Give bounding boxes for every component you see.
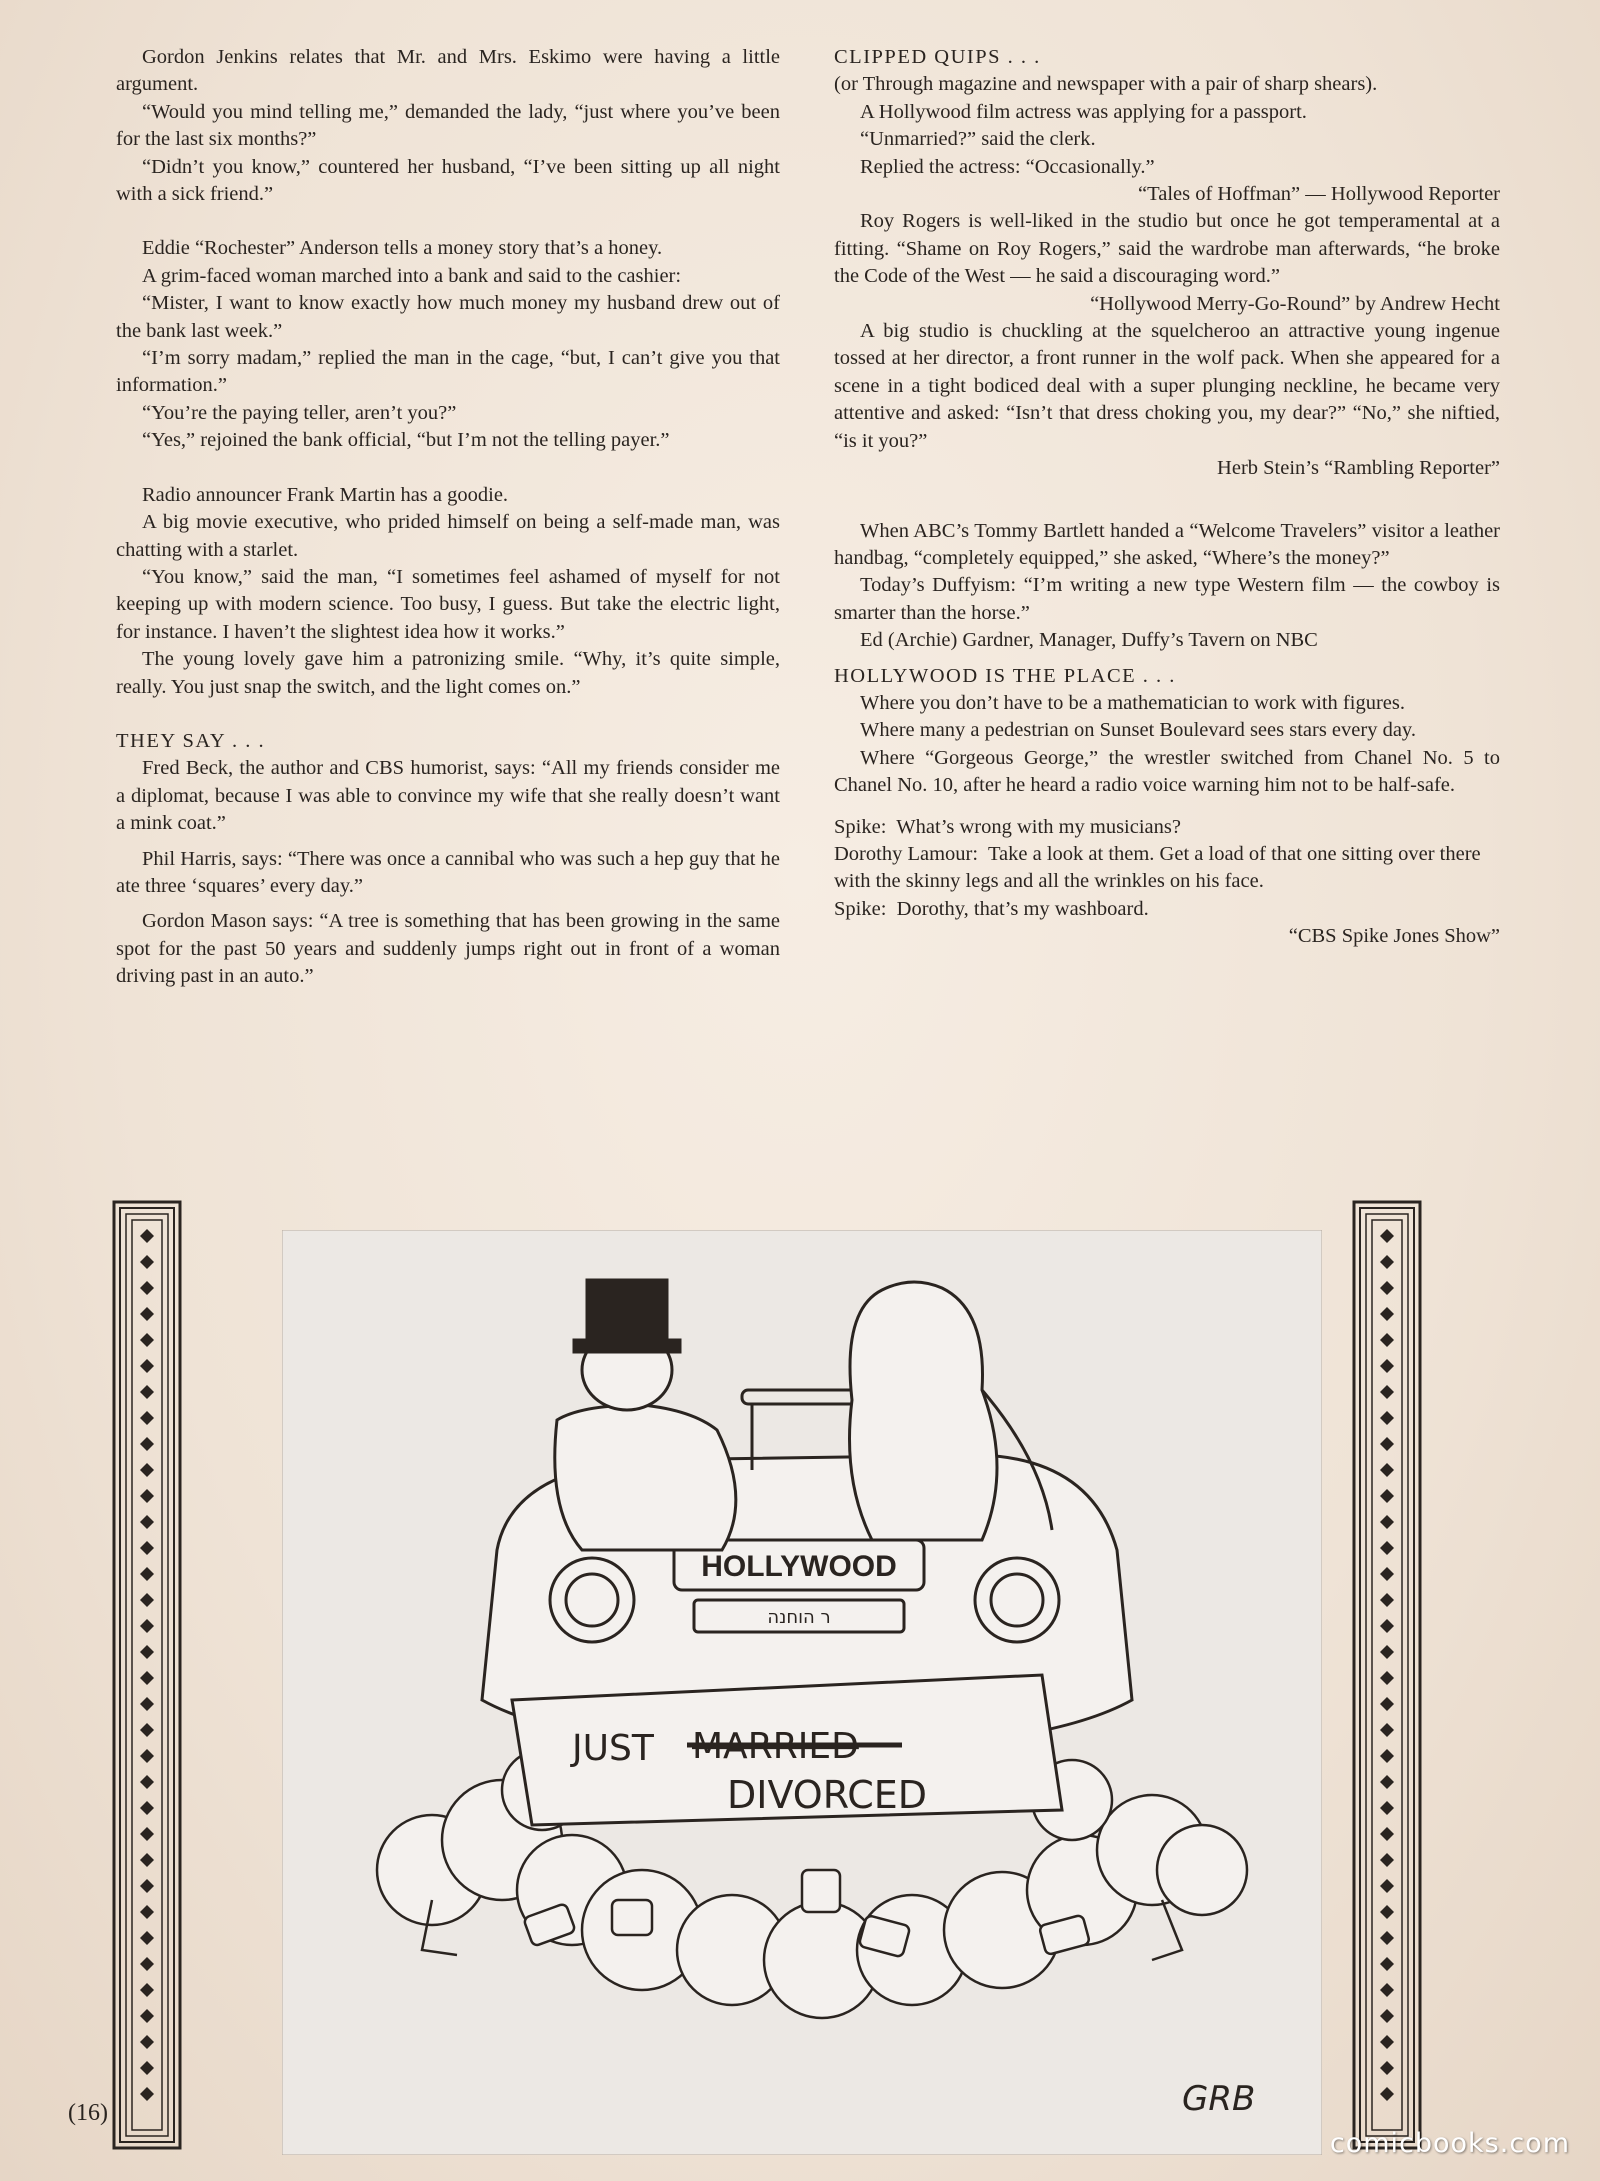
- spike-dialogue-credit: “CBS Spike Jones Show”: [1288, 925, 1500, 948]
- diamond-ornament: [1380, 1281, 1394, 1295]
- cartoon-illustration: [282, 1230, 1322, 2155]
- diamond-ornament: [140, 1853, 154, 1867]
- they-say-heading: THEY SAY . . .: [116, 729, 266, 752]
- diamond-ornament: [140, 2035, 154, 2049]
- diamond-ornament: [1380, 1463, 1394, 1477]
- banner-married-struck-text: MARRIED: [692, 1726, 859, 1767]
- diamond-ornament: [140, 2009, 154, 2023]
- diamond-pattern-right: [1380, 1229, 1394, 2101]
- spike-dialogue-line-1: [834, 814, 1500, 841]
- diamond-ornament: [1380, 1619, 1394, 1633]
- they-say-paragraph-2: Phil Harris, says: “There was once a cannibal who was such a hep guy that he ate three ‘squares’ every day.”: [116, 847, 780, 897]
- diamond-ornament: [140, 1697, 154, 1711]
- hollywood-place-paragraph-2: Where many a pedestrian on Sunset Boulevard sees stars every day.: [860, 719, 1416, 742]
- martin-paragraph-1: Radio announcer Frank Martin has a goodie.: [142, 483, 509, 506]
- bartlett-credit: Ed (Archie) Gardner, Manager, Duffy’s Tavern on NBC: [860, 629, 1318, 652]
- diamond-pattern-left: [140, 1229, 154, 2101]
- diamond-ornament: [140, 1255, 154, 1269]
- spike-dialogue-line-2: [834, 841, 1500, 896]
- diamond-ornament: [1380, 1307, 1394, 1321]
- diamond-ornament: [1380, 1827, 1394, 1841]
- diamond-ornament: [1380, 1359, 1394, 1373]
- left-column: [116, 44, 780, 991]
- line-text: Dorothy, that’s my washboard.: [896, 897, 1149, 920]
- hollywood-place-heading: HOLLYWOOD IS THE PLACE . . .: [834, 664, 1176, 687]
- clipped-quips-heading: CLIPPED QUIPS . . .: [834, 46, 1041, 68]
- diamond-ornament: [140, 1593, 154, 1607]
- clipped-quips-paragraph-4: Roy Rogers is well-liked in the studio but once he got temperamental at a fitting. “Shame on Roy Rogers,” said the wardrobe man afterwards, “he broke the Code of the West — he said a discouraging word.”: [834, 210, 1500, 288]
- page-number: (16): [68, 2100, 108, 2126]
- clipped-quips-credit-3: Herb Stein’s “Rambling Reporter”: [1217, 457, 1500, 480]
- diamond-ornament: [140, 1489, 154, 1503]
- diamond-ornament: [140, 1957, 154, 1971]
- diamond-ornament: [140, 1645, 154, 1659]
- diamond-ornament: [1380, 1957, 1394, 1971]
- hollywood-place-paragraph-1: Where you don’t have to be a mathematician to work with figures.: [860, 691, 1405, 714]
- diamond-ornament: [1380, 1515, 1394, 1529]
- speaker-spike: Spike:: [834, 897, 887, 920]
- they-say-paragraph-1: Fred Beck, the author and CBS humorist, says: “All my friends consider me a diplomat, because I was able to convince my wife that she really doesn’t want a mink coat.”: [116, 757, 780, 835]
- rochester-paragraph-2: A grim-faced woman marched into a bank and said to the cashier:: [142, 264, 682, 287]
- diamond-ornament: [1380, 1879, 1394, 1893]
- diamond-ornament: [1380, 1333, 1394, 1347]
- diamond-ornament: [140, 1541, 154, 1555]
- diamond-ornament: [140, 1671, 154, 1685]
- banner-divorced-text: DIVORCED: [727, 1773, 928, 1817]
- eskimo-paragraph-1: Gordon Jenkins relates that Mr. and Mrs. Eskimo were having a little argument.: [116, 46, 780, 96]
- right-column: [834, 44, 1500, 951]
- diamond-ornament: [140, 1229, 154, 1243]
- diamond-ornament: [1380, 1801, 1394, 1815]
- diamond-ornament: [1380, 1905, 1394, 1919]
- diamond-ornament: [140, 1307, 154, 1321]
- diamond-ornament: [140, 1931, 154, 1945]
- rochester-paragraph-1: Eddie “Rochester” Anderson tells a money story that’s a honey.: [142, 237, 663, 260]
- clipped-quips-subheading: (or Through magazine and newspaper with a pair of sharp shears).: [834, 73, 1378, 96]
- line-text: Take a look at them. Get a load of that one sitting over there with the skinny legs and all the wrinkles on his face.: [834, 842, 1481, 893]
- diamond-ornament: [140, 1463, 154, 1477]
- diamond-ornament: [140, 1437, 154, 1451]
- hollywood-sign-text: HOLLYWOOD: [701, 1550, 897, 1583]
- diamond-ornament: [1380, 2009, 1394, 2023]
- martin-paragraph-2: A big movie executive, who prided himself on being a self-made man, was chatting with a starlet.: [116, 511, 780, 561]
- diamond-ornament: [140, 1515, 154, 1529]
- diamond-ornament: [140, 1411, 154, 1425]
- bartlett-paragraph-2: Today’s Duffyism: “I’m writing a new type Western film — the cowboy is smarter than the horse.”: [834, 574, 1500, 624]
- watermark: comicbooks.com: [1329, 2128, 1570, 2159]
- rochester-paragraph-4: “I’m sorry madam,” replied the man in the cage, “but, I can’t give you that information.”: [116, 347, 780, 397]
- diamond-ornament: [140, 1749, 154, 1763]
- diamond-ornament: [140, 1281, 154, 1295]
- they-say-paragraph-3: Gordon Mason says: “A tree is something that has been growing in the same spot for the past 50 years and suddenly jumps right out in front of a woman driving past in an auto.”: [116, 910, 780, 988]
- diamond-ornament: [1380, 1671, 1394, 1685]
- diamond-ornament: [1380, 1697, 1394, 1711]
- license-plate-text: ר הוחנה: [767, 1607, 831, 1628]
- rochester-paragraph-5: “You’re the paying teller, aren’t you?”: [142, 401, 457, 424]
- clipped-quips-credit-1: “Tales of Hoffman” — Hollywood Reporter: [1138, 183, 1500, 206]
- speaker-dorothy: Dorothy Lamour:: [834, 842, 979, 865]
- diamond-ornament: [1380, 1983, 1394, 1997]
- eskimo-paragraph-3: “Didn’t you know,” countered her husband, “I’ve been sitting up all night with a sick friend.”: [116, 155, 780, 206]
- line-text: What’s wrong with my musicians?: [896, 815, 1181, 838]
- rochester-paragraph-6: “Yes,” rejoined the bank official, “but I’m not the telling payer.”: [142, 429, 670, 452]
- diamond-ornament: [1380, 1411, 1394, 1425]
- martin-paragraph-4: The young lovely gave him a patronizing smile. “Why, it’s quite simple, really. You just snap the switch, and the light comes on.”: [116, 648, 780, 698]
- decorative-border-right: [1352, 1200, 1422, 2150]
- diamond-ornament: [1380, 1567, 1394, 1581]
- spike-dialogue-line-3: [834, 896, 1500, 923]
- diamond-ornament: [140, 1359, 154, 1373]
- diamond-ornament: [140, 1801, 154, 1815]
- diamond-ornament: [1380, 2035, 1394, 2049]
- clipped-quips-paragraph-3: Replied the actress: “Occasionally.”: [860, 155, 1155, 178]
- diamond-ornament: [1380, 1437, 1394, 1451]
- diamond-ornament: [140, 1879, 154, 1893]
- diamond-ornament: [1380, 1255, 1394, 1269]
- clipped-quips-paragraph-1: A Hollywood film actress was applying for a passport.: [860, 100, 1307, 123]
- diamond-ornament: [1380, 1229, 1394, 1243]
- diamond-ornament: [1380, 1853, 1394, 1867]
- clipped-quips-paragraph-2: “Unmarried?” said the clerk.: [860, 128, 1096, 151]
- diamond-ornament: [140, 1567, 154, 1581]
- diamond-ornament: [1380, 1749, 1394, 1763]
- diamond-ornament: [1380, 1385, 1394, 1399]
- diamond-ornament: [140, 1385, 154, 1399]
- diamond-ornament: [140, 1619, 154, 1633]
- diamond-ornament: [1380, 2061, 1394, 2075]
- diamond-ornament: [140, 2087, 154, 2101]
- diamond-ornament: [140, 1983, 154, 1997]
- banner-just-text: JUST: [572, 1728, 654, 1769]
- diamond-ornament: [140, 2061, 154, 2075]
- diamond-ornament: [140, 1827, 154, 1841]
- diamond-ornament: [140, 1723, 154, 1737]
- diamond-ornament: [1380, 1593, 1394, 1607]
- diamond-ornament: [140, 1333, 154, 1347]
- bartlett-paragraph-1: When ABC’s Tommy Bartlett handed a “Welcome Travelers” visitor a leather handbag, “completely equipped,” she asked, “Where’s the money?”: [834, 519, 1500, 569]
- diamond-ornament: [1380, 1723, 1394, 1737]
- clipped-quips-paragraph-5: A big studio is chuckling at the squelcheroo an attractive young ingenue tossed at her director, a front runner in the wolf pack. When she appeared for a scene in a tight bodiced deal with a super plunging neckline, he became very attentive and asked: “Isn’t that dress choking you, my dear?” “No,” she niftied, “is it you?”: [834, 320, 1500, 452]
- diamond-ornament: [140, 1905, 154, 1919]
- diamond-ornament: [1380, 1645, 1394, 1659]
- diamond-ornament: [1380, 1541, 1394, 1555]
- diamond-ornament: [1380, 1489, 1394, 1503]
- eskimo-paragraph-2: “Would you mind telling me,” demanded the lady, “just where you’ve been for the last six months?”: [116, 100, 780, 151]
- diamond-ornament: [1380, 1931, 1394, 1945]
- martin-paragraph-3: “You know,” said the man, “I sometimes feel ashamed of myself for not keeping up with modern science. Too busy, I guess. But take the electric light, for instance. I haven’t the slightest idea how it works.”: [116, 565, 780, 643]
- diamond-ornament: [1380, 1775, 1394, 1789]
- cartoon-signature: GRB: [1182, 2079, 1256, 2119]
- hollywood-place-paragraph-3: Where “Gorgeous George,” the wrestler switched from Chanel No. 5 to Chanel No. 10, after he heard a radio voice warning him not to be half-safe.: [834, 746, 1500, 797]
- diamond-ornament: [1380, 2087, 1394, 2101]
- rochester-paragraph-3: “Mister, I want to know exactly how much money my husband drew out of the bank last week.”: [116, 292, 780, 342]
- diamond-ornament: [140, 1775, 154, 1789]
- decorative-border-left: [112, 1200, 182, 2150]
- clipped-quips-credit-2: “Hollywood Merry-Go-Round” by Andrew Hecht: [1090, 292, 1500, 315]
- speaker-spike: Spike:: [834, 815, 887, 838]
